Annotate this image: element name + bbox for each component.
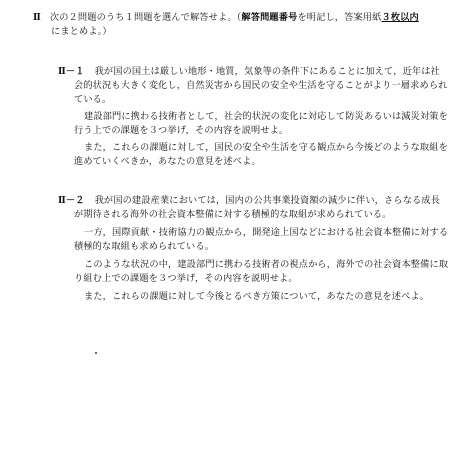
question-2-line-5: このような状況の中，建設部門に携わる技術者の視点から，海外での社会資本整備に取: [84, 259, 449, 270]
question-2-line-3: 一方，国際貢献・技術協力の観点から，開発途上国などにおける社会資本整備に対する: [84, 227, 449, 238]
instruction-bold-1: 解答問題番号: [241, 12, 298, 23]
section-mark: Ⅱ: [33, 12, 41, 23]
instruction-bold-underline: ３枚以内: [381, 12, 419, 23]
question-1-line-3: ている。: [74, 94, 112, 105]
question-2-line-1: [58, 195, 440, 207]
instruction-text-1: 次の２問題のうち１問題を選んで解答せよ。（: [49, 12, 242, 23]
question-1-line-6: また，これらの課題に対して，国民の安全や生活を守る観点から今後どのような取組を: [84, 142, 448, 153]
question-number: Ⅱ－２: [58, 195, 85, 206]
question-2-line-4: 積極的な取組も求められている。: [74, 241, 215, 252]
question-1-line-1: [58, 66, 440, 78]
question-1-line-5: 行う上での課題を３つ挙げ，その内容を説明せよ。: [74, 125, 289, 136]
instruction-text-2: を明記し，答案用紙: [297, 12, 382, 23]
instruction-line-2: にまとめよ。）: [51, 26, 112, 37]
question-2-line-6: り組む上での課題を３つ挙げ，その内容を説明せよ。: [74, 273, 298, 284]
question-1-line-2: 会的状況も大きく変化し，自然災害から国民の安全や生活を守ることがより一層求められ: [74, 80, 448, 91]
question-number: Ⅱ－１: [58, 66, 85, 77]
question-text: 我が国の建設産業においては，国内の公共事業投資額の減少に伴い，さらなる成長: [94, 195, 441, 206]
instruction-line-1: [33, 12, 419, 24]
question-text: 我が国の国土は厳しい地形・地質，気象等の条件下にあることに加えて，近年は社: [94, 66, 440, 77]
question-1-line-7: 進めていくべきか，あなたの意見を述べよ。: [74, 156, 261, 167]
question-2-line-7: また，これらの課題に対して今後とるべき方策について，あなたの意見を述べよ。: [84, 291, 430, 302]
question-1-line-4: 建設部門に携わる技術者として，社会的状況の変化に対応して防災あるいは減災対策を: [84, 111, 448, 122]
stray-mark: [95, 352, 97, 354]
question-2-line-2: が期待される海外の社会資本整備に対する積極的な取組が求められている。: [74, 209, 392, 220]
